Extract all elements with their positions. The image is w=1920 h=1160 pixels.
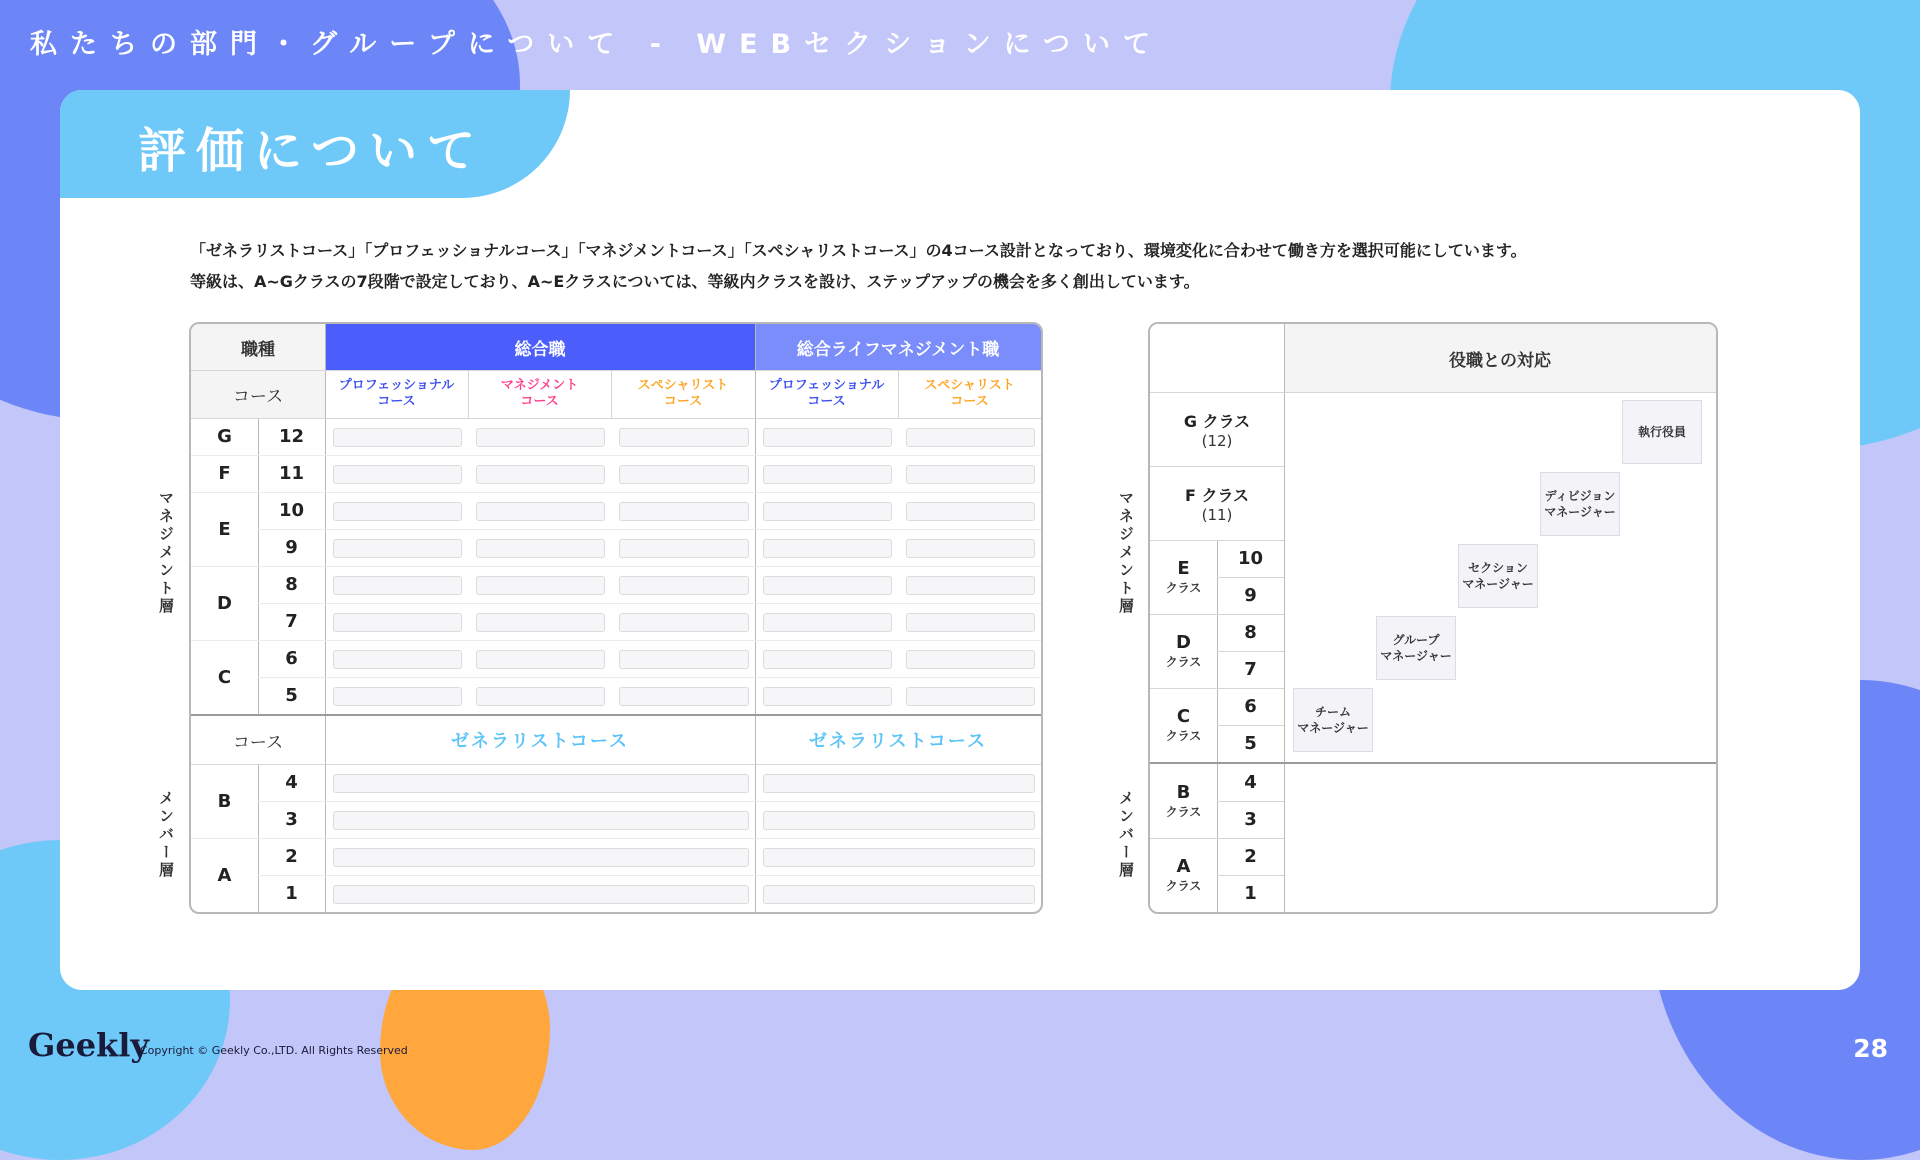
table-divider — [191, 492, 1041, 493]
table-divider — [1150, 614, 1284, 615]
class-label-b: B — [1176, 782, 1191, 803]
level-label: 1 — [285, 883, 298, 904]
class-label-c: C — [1176, 706, 1191, 727]
slide-title: 私たちの部門・グループについて - WEBセクションについて — [30, 29, 1164, 60]
empty-slot — [906, 428, 1035, 447]
table-divider — [1150, 466, 1284, 467]
table-divider — [191, 640, 1041, 641]
level-label: 4 — [285, 772, 298, 793]
class-label-g: G — [217, 426, 232, 447]
level-label: 6 — [285, 648, 298, 669]
level-label: 7 — [1244, 659, 1257, 680]
class-label-d: D — [217, 592, 232, 614]
table-divider — [898, 370, 899, 418]
table-divider — [258, 529, 1041, 530]
class-g-cell — [1150, 392, 1284, 466]
level-label: 9 — [285, 537, 298, 558]
table-divider — [258, 603, 1041, 604]
course-header: コース — [191, 370, 325, 418]
empty-slot — [619, 650, 749, 669]
empty-slot — [619, 613, 749, 632]
empty-slot — [333, 465, 462, 484]
copyright-text: Copyright © Geekly Co.,LTD. All Rights Reserved — [140, 1044, 408, 1057]
specialist-course-label: スペシャリスト コース — [924, 378, 1015, 409]
empty-slot — [906, 650, 1035, 669]
level-label: 12 — [278, 426, 305, 447]
class-label-a: A — [217, 864, 232, 886]
professional-course-label: プロフェッショナル コース — [338, 378, 455, 409]
table-divider — [1284, 324, 1285, 912]
section-tab — [60, 90, 570, 198]
level-label: (11) — [1201, 505, 1233, 524]
management-course-label: マネジメント コース — [500, 378, 579, 409]
empty-slot — [763, 502, 892, 521]
table-divider — [191, 455, 1041, 456]
empty-slot — [763, 848, 1035, 867]
class-word: クラス — [1165, 729, 1202, 743]
specialist-course-label: スペシャリスト コース — [637, 378, 729, 409]
empty-slot — [763, 650, 892, 669]
class-word: クラス — [1165, 805, 1202, 819]
level-label: 5 — [285, 685, 298, 706]
class-label-a: A — [1176, 856, 1191, 877]
level-label: 8 — [285, 574, 298, 595]
level-label: 11 — [278, 463, 305, 484]
management-layer-label: マネジメント層 — [1117, 490, 1135, 616]
empty-slot — [906, 502, 1035, 521]
empty-slot — [763, 774, 1035, 793]
empty-slot — [476, 502, 605, 521]
content-card — [60, 90, 1860, 990]
table-divider — [191, 838, 1041, 839]
class-c-cell — [1150, 688, 1217, 762]
life-mgmt-job-header: 総合ライフマネジメント職 — [755, 324, 1041, 370]
class-label-f: F クラス — [1184, 485, 1250, 505]
table-divider — [258, 801, 1041, 802]
level-label: 2 — [285, 846, 298, 867]
empty-slot — [333, 885, 749, 904]
empty-slot — [333, 687, 462, 706]
empty-slot — [619, 428, 749, 447]
table-divider — [1217, 725, 1284, 726]
empty-slot — [619, 576, 749, 595]
generalist-course-label: ゼネラリストコース — [450, 731, 630, 752]
table-divider — [191, 764, 1041, 765]
level-label: 4 — [1244, 772, 1257, 793]
role-section-manager: セクション マネージャー — [1458, 544, 1538, 608]
role-division-manager: ディビジョン マネージャー — [1540, 472, 1620, 536]
generalist-course-label: ゼネラリストコース — [808, 731, 988, 752]
level-label: 6 — [1244, 696, 1257, 717]
empty-slot — [906, 687, 1035, 706]
empty-slot — [476, 613, 605, 632]
empty-slot — [333, 811, 749, 830]
member-layer-label: メンバー層 — [157, 790, 175, 880]
table-divider — [1150, 688, 1284, 689]
empty-slot — [333, 428, 462, 447]
level-label: 8 — [1244, 622, 1257, 643]
professional-course-label: プロフェッショナル コース — [768, 378, 885, 409]
empty-slot — [906, 539, 1035, 558]
table-divider — [191, 566, 1041, 567]
table-divider — [1150, 762, 1716, 764]
empty-slot — [333, 848, 749, 867]
table-divider — [468, 370, 469, 418]
page-number: 28 — [1853, 1034, 1888, 1063]
class-label-d: D — [1176, 632, 1191, 653]
job-type-header: 職種 — [191, 324, 325, 370]
class-a-cell — [1150, 838, 1217, 912]
table-divider — [1217, 875, 1284, 876]
role-mapping-header: 役職との対応 — [1284, 324, 1716, 392]
table-divider — [755, 324, 756, 912]
table-divider — [191, 714, 1041, 716]
class-word: クラス — [1165, 581, 1202, 595]
table-divider — [1150, 838, 1284, 839]
empty-slot — [906, 465, 1035, 484]
empty-slot — [619, 539, 749, 558]
role-mapping-table — [1148, 322, 1718, 914]
table-divider — [1217, 651, 1284, 652]
empty-slot — [333, 502, 462, 521]
empty-slot — [763, 613, 892, 632]
empty-slot — [763, 885, 1035, 904]
empty-slot — [619, 502, 749, 521]
general-job-header: 総合職 — [325, 324, 755, 370]
empty-slot — [619, 465, 749, 484]
table-divider — [258, 677, 1041, 678]
empty-slot — [763, 811, 1035, 830]
table-divider — [191, 418, 1041, 419]
table-divider — [325, 324, 326, 912]
empty-slot — [763, 465, 892, 484]
management-layer-label: マネジメント層 — [157, 490, 175, 616]
table-divider — [1150, 540, 1284, 541]
level-label: 5 — [1244, 733, 1257, 754]
empty-slot — [476, 687, 605, 706]
empty-slot — [763, 539, 892, 558]
empty-slot — [763, 687, 892, 706]
level-label: (12) — [1201, 431, 1233, 450]
table-divider — [258, 418, 259, 716]
empty-slot — [333, 650, 462, 669]
role-executive: 執行役員 — [1622, 400, 1702, 464]
class-label-g: G クラス — [1183, 411, 1251, 431]
class-label-f: F — [218, 463, 231, 484]
section-title: 評価について — [138, 123, 486, 179]
empty-slot — [476, 576, 605, 595]
role-group-manager: グループ マネージャー — [1376, 616, 1456, 680]
table-divider — [191, 370, 1041, 371]
class-label-e: E — [1177, 558, 1190, 579]
level-label: 10 — [1237, 548, 1264, 569]
empty-slot — [333, 539, 462, 558]
empty-slot — [333, 774, 749, 793]
class-b-cell — [1150, 764, 1217, 838]
empty-slot — [763, 428, 892, 447]
geekly-logo: Geekly — [28, 1026, 149, 1064]
level-label: 2 — [1244, 846, 1257, 867]
table-divider — [611, 370, 612, 418]
course-header: コース — [191, 716, 325, 764]
empty-slot — [476, 428, 605, 447]
table-divider — [1217, 801, 1284, 802]
class-label-e: E — [218, 518, 231, 540]
empty-slot — [763, 576, 892, 595]
class-word: クラス — [1165, 879, 1202, 893]
empty-slot — [906, 576, 1035, 595]
level-label: 3 — [1244, 809, 1257, 830]
empty-slot — [476, 650, 605, 669]
corner-cell — [1150, 324, 1284, 392]
table-divider — [1217, 577, 1284, 578]
empty-slot — [476, 539, 605, 558]
empty-slot — [476, 465, 605, 484]
class-e-cell — [1150, 540, 1217, 614]
empty-slot — [333, 613, 462, 632]
level-label: 9 — [1244, 585, 1257, 606]
level-label: 10 — [278, 500, 305, 521]
empty-slot — [906, 613, 1035, 632]
member-layer-label: メンバー層 — [1117, 790, 1135, 880]
level-label: 7 — [285, 611, 298, 632]
description-line-2: 等級は、A~Gクラスの7段階で設定しており、A~Eクラスについては、等級内クラスを設け、ステップアップの機会を多く創出しています。 — [190, 272, 1200, 291]
level-label: 3 — [285, 809, 298, 830]
class-d-cell — [1150, 614, 1217, 688]
empty-slot — [619, 687, 749, 706]
class-label-c: C — [217, 666, 232, 688]
table-divider — [258, 875, 1041, 876]
table-divider — [1150, 392, 1716, 393]
class-f-cell — [1150, 466, 1284, 540]
level-label: 1 — [1244, 883, 1257, 904]
role-team-manager: チーム マネージャー — [1293, 688, 1373, 752]
empty-slot — [333, 576, 462, 595]
class-word: クラス — [1165, 655, 1202, 669]
description-line-1: 「ゼネラリストコース」「プロフェッショナルコース」「マネジメントコース」「スペシャリストコース」の4コース設計となっており、環境変化に合わせて働き方を選択可能にしています。 — [190, 241, 1527, 260]
grade-course-table — [189, 322, 1043, 914]
class-label-b: B — [217, 790, 232, 812]
